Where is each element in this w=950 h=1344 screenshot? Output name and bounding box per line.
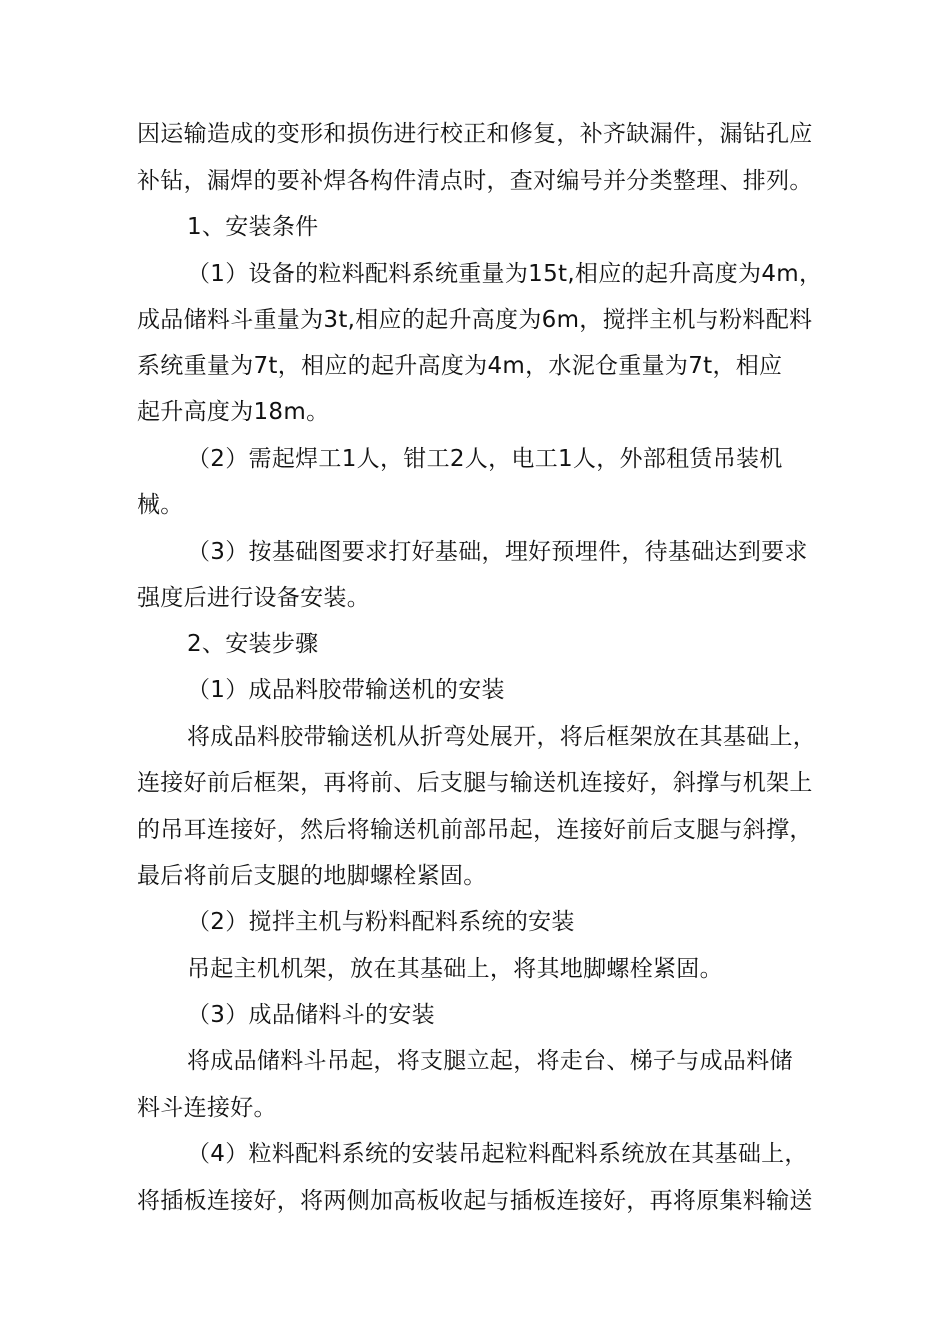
text-line: 起升高度为18m。 — [137, 399, 330, 425]
text-line: 吊起主机机架，放在其基础上，将其地脚螺栓紧固。 — [187, 956, 723, 982]
text-line: 连接好前后框架，再将前、后支腿与输送机连接好，斜撑与机架上 — [137, 770, 813, 796]
text-line: 最后将前后支腿的地脚螺栓紧固。 — [137, 863, 487, 889]
text-line: 料斗连接好。 — [137, 1095, 277, 1121]
subsection-heading: （1）成品料胶带输送机的安装 — [187, 677, 505, 703]
text-line: 成品储料斗重量为3t,相应的起升高度为6m，搅拌主机与粉料配料 — [137, 307, 813, 333]
text-line: 械。 — [137, 492, 184, 518]
text-line: 因运输造成的变形和损伤进行校正和修复，补齐缺漏件，漏钻孔应 — [137, 121, 813, 147]
section-heading: 1、安装条件 — [187, 214, 319, 240]
text-line: 补钻，漏焊的要补焊各构件清点时，查对编号并分类整理、排列。 — [137, 168, 813, 194]
section-heading: 2、安装步骤 — [187, 631, 319, 657]
text-line: （2）需起焊工1人，钳工2人，电工1人，外部租赁吊装机 — [187, 446, 783, 472]
text-line: （1）设备的粒料配料系统重量为15t,相应的起升高度为4m， — [187, 261, 823, 287]
text-line: 将成品储料斗吊起，将支腿立起，将走台、梯子与成品料储 — [187, 1048, 793, 1074]
text-line: 强度后进行设备安装。 — [137, 585, 370, 611]
text-line: （4）粒料配料系统的安装吊起粒料配料系统放在其基础上， — [187, 1141, 808, 1167]
text-line: （3）按基础图要求打好基础，埋好预埋件，待基础达到要求 — [187, 539, 808, 565]
text-line: 将成品料胶带输送机从折弯处展开，将后框架放在其基础上， — [187, 724, 817, 750]
subsection-heading: （2）搅拌主机与粉料配料系统的安装 — [187, 909, 575, 935]
text-line: 的吊耳连接好，然后将输送机前部吊起，连接好前后支腿与斜撑， — [137, 817, 813, 843]
text-line: 系统重量为7t，相应的起升高度为4m，水泥仓重量为7t，相应 — [137, 353, 783, 379]
subsection-heading: （3）成品储料斗的安装 — [187, 1002, 435, 1028]
text-line: 将插板连接好，将两侧加高板收起与插板连接好，再将原集料输送 — [137, 1188, 813, 1214]
